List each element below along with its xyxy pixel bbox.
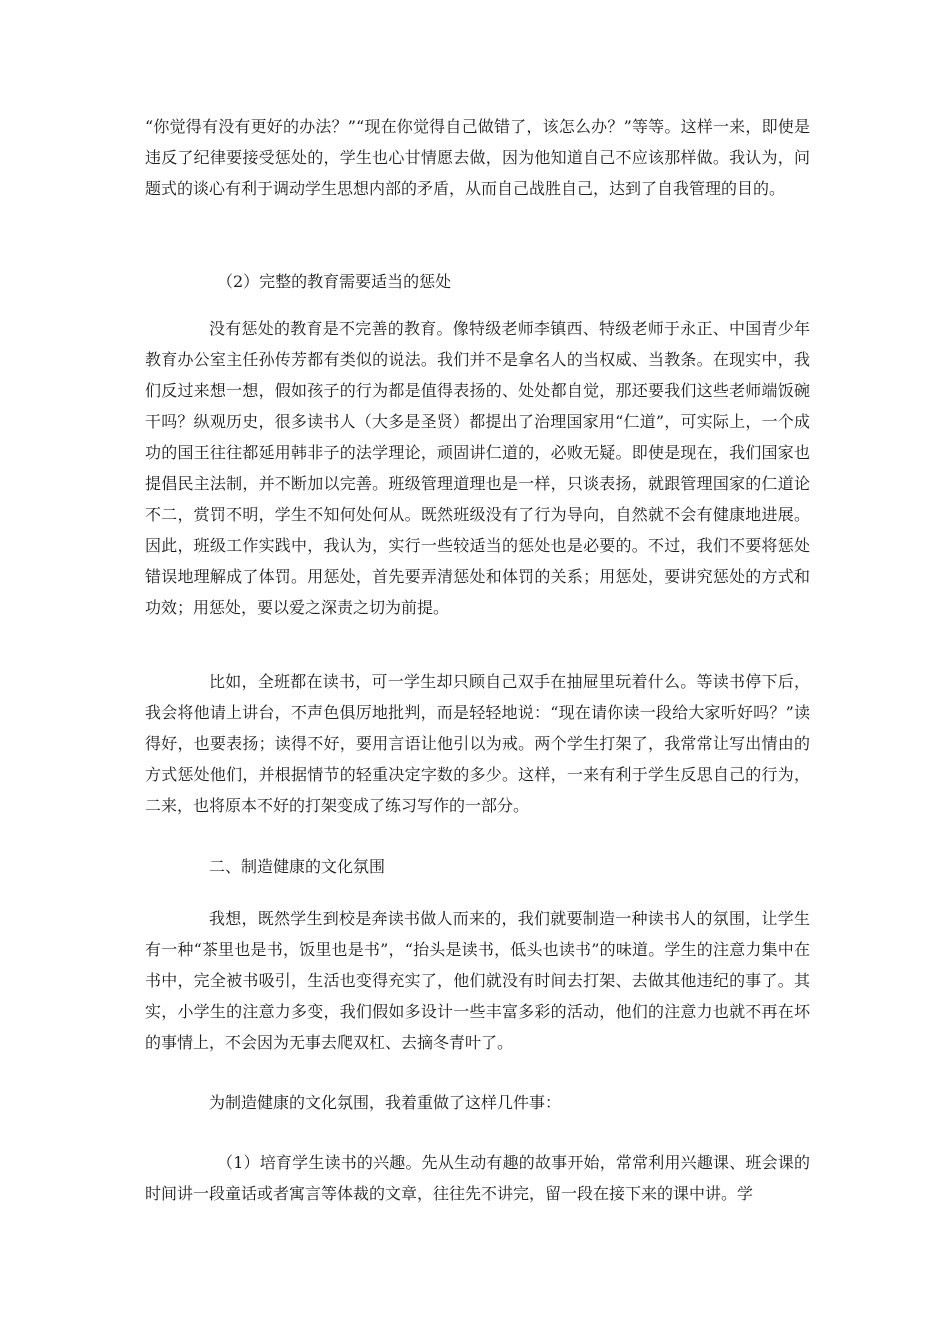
paragraph-punishment-necessity: 没有惩处的教育是不完善的教育。像特级老师李镇西、特级老师于永正、中国青少年教育办公室主任孙传芳都有类似的说法。我们并不是拿名人的当权威、当教条。在现实中，我们反过来想一想，假如孩子的行为都是值得表扬的、处处都自觉，那还要我们这些老师端饭碗干吗？纵观历史，很多读书人（大多是圣贤）都提出了治理国家用“仁道”，可实际上，一个成功的国王往往都延用韩非子的法学理论，顽固讲仁道的，必败无疑。即使是现在，我们国家也提倡民主法制，并不断加以完善。班级管理道理也是一样，只谈表扬，就跟管理国家的仁道论不二，赏罚不明，学生不知何处何从。既然班级没有了行为导向，自然就不会有健康地进展。因此，班级工作实践中，我认为，实行一些较适当的惩处也是必要的。不过，我们不要将惩处错误地理解成了体罚。用惩处，首先要弄清惩处和体罚的关系；用惩处，要讲究惩处的方式和功效；用惩处，要以爱之深责之切为前提。 <box>145 319 810 617</box>
paragraph-reading-interest: （1）培育学生读书的兴趣。先从生动有趣的故事开始，常常利用兴趣课、班会课的时间讲一段童话或者寓言等体裁的文章，往往先不讲完，留一段在接下来的课中讲。学 <box>145 1153 810 1203</box>
paragraph-reading-atmosphere: 我想，既然学生到校是奔读书做人而来的，我们就要制造一种读书人的氛围，让学生有一种“茶里也是书，饭里也是书”，“抬头是读书，低头也读书”的味道。学生的注意力集中在书中，完全被书吸引，生活也变得充实了，他们就没有时间去打架、去做其他违纪的事了。其实，小学生的注意力多变，我们假如多设计一些丰富多彩的活动，他们的注意力也就不再在坏的事情上，不会因为无事去爬双杠、去摘冬青叶了。 <box>145 909 810 1052</box>
paragraph-dialogue-questions: “你觉得有没有更好的办法？”“现在你觉得自己做错了，该怎么办？”等等。这样一来，即使是违反了纪律要接受惩处的，学生也心甘情愿去做，因为他知道自己不应该那样做。我认为，问题式的谈心有利于调动学生思想内部的矛盾，从而自己战胜自己，达到了自我管理的目的。 <box>145 117 810 198</box>
paragraph-punishment-example: 比如，全班都在读书，可一学生却只顾自己双手在抽屉里玩着什么。等读书停下后，我会将他请上讲台，不声色俱厉地批判，而是轻轻地说：“现在请你读一段给大家听好吗？”读得好，也要表扬；读得不好，要用言语让他引以为戒。两个学生打架了，我常常让写出情由的方式惩处他们，并根据情节的轻重决定字数的多少。这样，一来有利于学生反思自己的行为，二来，也将原本不好的打架变成了练习写作的一部分。 <box>145 672 810 815</box>
paragraph-things-done: 为制造健康的文化氛围，我着重做了这样几件事： <box>209 1093 562 1112</box>
subheading-punishment: （2）完整的教育需要适当的惩处 <box>217 272 452 291</box>
section-heading-culture: 二、制造健康的文化氛围 <box>209 857 386 876</box>
